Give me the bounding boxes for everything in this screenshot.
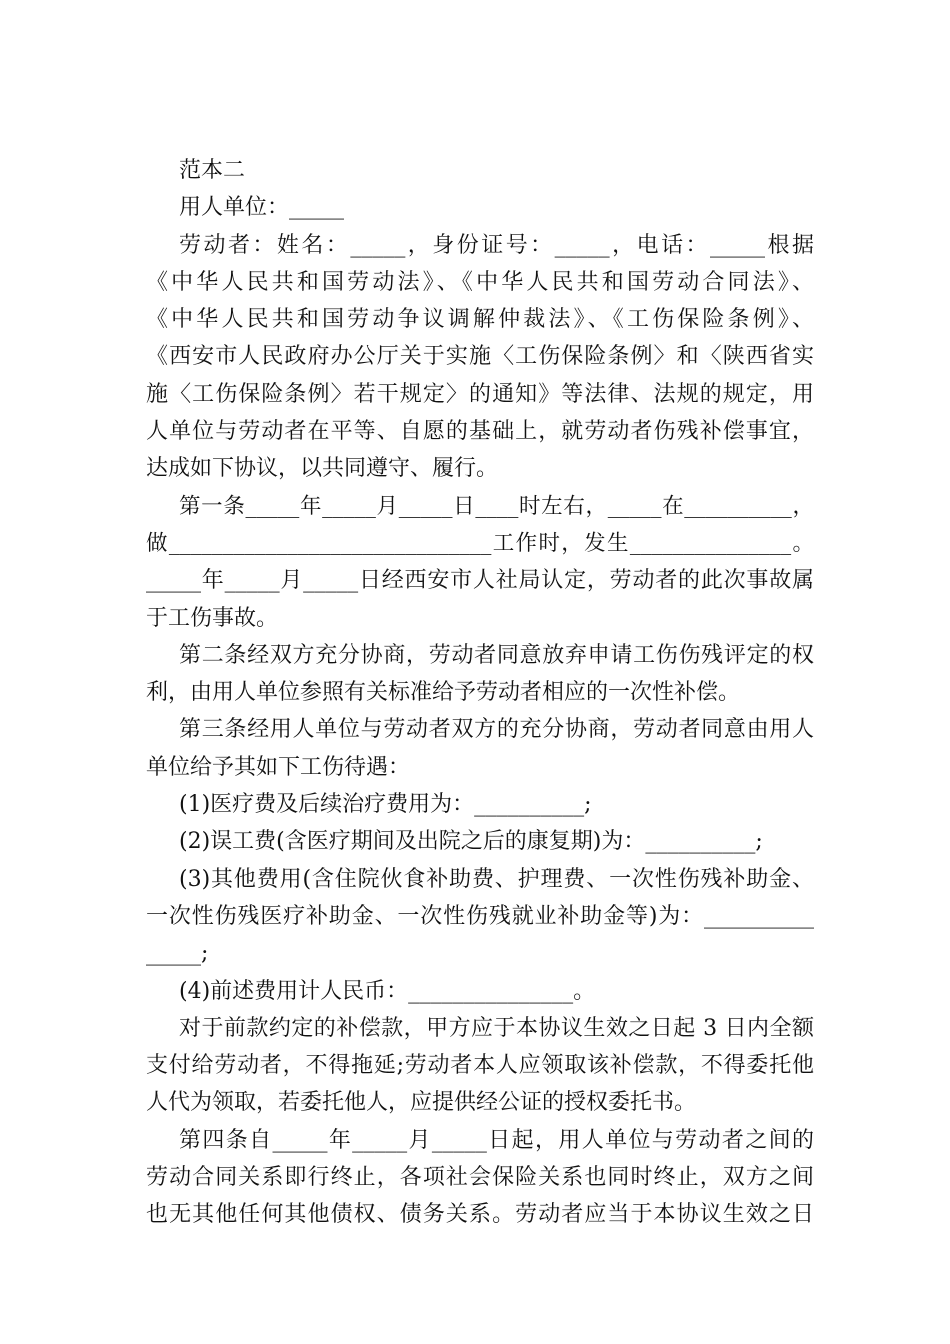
text-line: _____年_____月_____日经西安市人社局认定，劳动者的此次事故属 — [146, 568, 814, 594]
text-line: 支付给劳动者，不得拖延;劳动者本人应领取该补偿款，不得委托他 — [146, 1053, 814, 1079]
text-line: 《西安市人民政府办公厅关于实施〈工伤保险条例〉和〈陕西省实 — [146, 344, 814, 370]
text-line: 人单位与劳动者在平等、自愿的基础上，就劳动者伤残补偿事宜， — [146, 419, 814, 445]
employer-line: 用人单位：_____ — [179, 195, 345, 221]
text-line: 于工伤事故。 — [146, 605, 279, 631]
text-line: 人代为领取，若委托他人，应提供经公证的授权委托书。 — [146, 1090, 697, 1116]
text-line: 达成如下协议，以共同遵守、履行。 — [146, 456, 499, 482]
text-line: 《中华人民共和国劳动争议调解仲裁法》、《工伤保险条例》、 — [146, 307, 814, 333]
article-3-line: 第三条经用人单位与劳动者双方的充分协商，劳动者同意由用人 — [179, 717, 814, 743]
item-3-line: (3)其他费用(含住院伙食补助费、护理费、一次性伤残补助金、 — [179, 866, 814, 892]
text-line: _____; — [146, 941, 209, 967]
text-line: 单位给予其如下工伤待遇： — [146, 754, 411, 780]
text-line: 施〈工伤保险条例〉若干规定〉的通知》等法律、法规的规定，用 — [146, 381, 814, 407]
text-line: 劳动者：姓名：_____，身份证号：_____，电话：_____根据 — [179, 232, 814, 258]
text-line: 《中华人民共和国劳动法》、《中华人民共和国劳动合同法》、 — [146, 269, 814, 295]
document-title: 范本二 — [179, 158, 246, 183]
item-2-line: (2)误工费(含医疗期间及出院之后的康复期)为：__________; — [179, 829, 763, 855]
item-4-line: (4)前述费用计人民币：_______________。 — [179, 978, 596, 1004]
payment-line: 对于前款约定的补偿款，甲方应于本协议生效之日起 3 日内全额 — [179, 1015, 814, 1041]
text-line: 也无其他任何其他债权、债务关系。劳动者应当于本协议生效之日 — [146, 1202, 814, 1228]
text-line: 劳动合同关系即行终止，各项社会保险关系也同时终止，双方之间 — [146, 1165, 814, 1191]
article-1-line: 第一条_____年_____月_____日____时左右，_____在__________， — [179, 493, 814, 519]
document-body — [146, 152, 814, 1234]
article-4-line: 第四条自_____年_____月_____日起，用人单位与劳动者之间的 — [179, 1127, 814, 1153]
article-2-line: 第二条经双方充分协商，劳动者同意放弃申请工伤伤残评定的权 — [179, 642, 814, 668]
text-line: 一次性伤残医疗补助金、一次性伤残就业补助金等)为：__________ — [146, 903, 814, 929]
item-1-line: (1)医疗费及后续治疗费用为：__________; — [179, 792, 592, 818]
text-line: 利，由用人单位参照有关标准给予劳动者相应的一次性补偿。 — [146, 680, 741, 706]
text-line: 做______________________________工作时，发生_______________。 — [146, 530, 814, 556]
